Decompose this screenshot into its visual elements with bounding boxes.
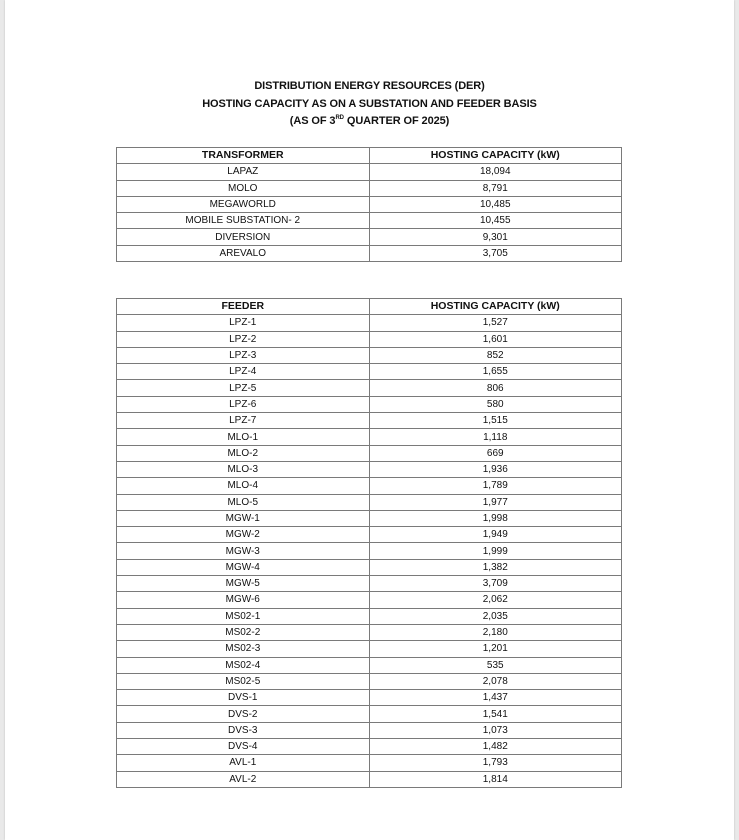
hosting-capacity-cell: 2,078 <box>369 673 622 689</box>
table-row <box>117 706 622 722</box>
hosting-capacity-cell: 1,437 <box>369 690 622 706</box>
hosting-capacity-cell: 1,382 <box>369 559 622 575</box>
column-header-hosting-capacity: HOSTING CAPACITY (kW) <box>369 299 622 315</box>
hosting-capacity-cell: 10,485 <box>369 196 622 212</box>
title-line-2: HOSTING CAPACITY AS ON A SUBSTATION AND FEEDER BASIS <box>202 97 537 110</box>
feeder-name-cell: MGW-5 <box>117 576 370 592</box>
feeder-name-cell: DVS-2 <box>117 706 370 722</box>
table-row <box>117 461 622 477</box>
hosting-capacity-cell: 18,094 <box>369 164 622 180</box>
table-row <box>117 445 622 461</box>
transformer-name-cell: MOLO <box>117 180 370 196</box>
document-title <box>0 78 739 131</box>
feeder-name-cell: MLO-4 <box>117 478 370 494</box>
feeder-name-cell: DVS-3 <box>117 722 370 738</box>
feeder-name-cell: MS02-2 <box>117 624 370 640</box>
table-row <box>117 315 622 331</box>
feeder-name-cell: MGW-3 <box>117 543 370 559</box>
table-row <box>117 380 622 396</box>
hosting-capacity-cell: 852 <box>369 347 622 363</box>
table-row <box>117 673 622 689</box>
table-row <box>117 245 622 261</box>
table-row <box>117 690 622 706</box>
hosting-capacity-cell: 1,977 <box>369 494 622 510</box>
column-header-hosting-capacity: HOSTING CAPACITY (kW) <box>369 148 622 164</box>
feeder-name-cell: LPZ-2 <box>117 331 370 347</box>
hosting-capacity-cell: 1,814 <box>369 771 622 787</box>
table-row <box>117 494 622 510</box>
table-row <box>117 559 622 575</box>
table-row <box>117 196 622 212</box>
hosting-capacity-cell: 3,705 <box>369 245 622 261</box>
table-header-row <box>117 299 622 315</box>
feeder-name-cell: DVS-4 <box>117 739 370 755</box>
feeder-name-cell: LPZ-6 <box>117 396 370 412</box>
hosting-capacity-cell: 1,949 <box>369 527 622 543</box>
table-row <box>117 229 622 245</box>
hosting-capacity-cell: 1,936 <box>369 461 622 477</box>
feeder-name-cell: LPZ-5 <box>117 380 370 396</box>
table-row <box>117 364 622 380</box>
column-header-transformer: TRANSFORMER <box>117 148 370 164</box>
hosting-capacity-cell: 1,793 <box>369 755 622 771</box>
hosting-capacity-cell: 1,201 <box>369 641 622 657</box>
hosting-capacity-cell: 1,527 <box>369 315 622 331</box>
hosting-capacity-cell: 580 <box>369 396 622 412</box>
table-row <box>117 739 622 755</box>
hosting-capacity-cell: 1,789 <box>369 478 622 494</box>
hosting-capacity-cell: 9,301 <box>369 229 622 245</box>
feeder-name-cell: AVL-2 <box>117 771 370 787</box>
feeder-name-cell: MGW-2 <box>117 527 370 543</box>
feeder-name-cell: MGW-4 <box>117 559 370 575</box>
feeder-name-cell: MS02-4 <box>117 657 370 673</box>
hosting-capacity-cell: 1,118 <box>369 429 622 445</box>
table-row <box>117 592 622 608</box>
hosting-capacity-cell: 2,062 <box>369 592 622 608</box>
feeder-name-cell: MLO-1 <box>117 429 370 445</box>
title-line-1: DISTRIBUTION ENERGY RESOURCES (DER) <box>254 80 485 92</box>
hosting-capacity-cell: 1,073 <box>369 722 622 738</box>
title-line-3 <box>0 113 739 131</box>
table-row <box>117 624 622 640</box>
table-row <box>117 347 622 363</box>
feeder-name-cell: AVL-1 <box>117 755 370 771</box>
table-row <box>117 510 622 526</box>
hosting-capacity-cell: 1,482 <box>369 739 622 755</box>
transformer-name-cell: AREVALO <box>117 245 370 261</box>
hosting-capacity-cell: 535 <box>369 657 622 673</box>
hosting-capacity-cell: 1,601 <box>369 331 622 347</box>
table-row <box>117 755 622 771</box>
transformer-table <box>116 147 622 262</box>
table-row <box>117 331 622 347</box>
transformer-name-cell: LAPAZ <box>117 164 370 180</box>
hosting-capacity-cell: 1,541 <box>369 706 622 722</box>
hosting-capacity-cell: 3,709 <box>369 576 622 592</box>
title-line-3-prefix: (AS OF 3 <box>289 115 336 127</box>
feeder-name-cell: LPZ-1 <box>117 315 370 331</box>
hosting-capacity-cell: 806 <box>369 380 622 396</box>
feeder-name-cell: LPZ-4 <box>117 364 370 380</box>
table-header-row <box>117 148 622 164</box>
hosting-capacity-cell: 2,180 <box>369 624 622 640</box>
hosting-capacity-cell: 1,999 <box>369 543 622 559</box>
hosting-capacity-cell: 1,515 <box>369 413 622 429</box>
hosting-capacity-cell: 2,035 <box>369 608 622 624</box>
table-row <box>117 543 622 559</box>
feeder-name-cell: LPZ-7 <box>117 413 370 429</box>
feeder-name-cell: LPZ-3 <box>117 347 370 363</box>
table-row <box>117 213 622 229</box>
column-header-feeder: FEEDER <box>117 299 370 315</box>
table-row <box>117 657 622 673</box>
transformer-name-cell: MEGAWORLD <box>117 196 370 212</box>
feeder-name-cell: MS02-5 <box>117 673 370 689</box>
table-row <box>117 576 622 592</box>
feeder-name-cell: MS02-1 <box>117 608 370 624</box>
title-line-3-suffix: QUARTER OF 2025) <box>343 115 450 127</box>
table-row <box>117 429 622 445</box>
table-row <box>117 413 622 429</box>
feeder-name-cell: MLO-5 <box>117 494 370 510</box>
table-row <box>117 608 622 624</box>
hosting-capacity-cell: 10,455 <box>369 213 622 229</box>
hosting-capacity-cell: 1,655 <box>369 364 622 380</box>
feeder-name-cell: MGW-1 <box>117 510 370 526</box>
table-row <box>117 771 622 787</box>
table-row <box>117 478 622 494</box>
feeder-name-cell: MLO-2 <box>117 445 370 461</box>
feeder-name-cell: MLO-3 <box>117 461 370 477</box>
feeder-name-cell: DVS-1 <box>117 690 370 706</box>
hosting-capacity-cell: 669 <box>369 445 622 461</box>
hosting-capacity-cell: 1,998 <box>369 510 622 526</box>
feeder-table <box>116 298 622 788</box>
hosting-capacity-cell: 8,791 <box>369 180 622 196</box>
transformer-name-cell: MOBILE SUBSTATION- 2 <box>117 213 370 229</box>
transformer-name-cell: DIVERSION <box>117 229 370 245</box>
table-row <box>117 164 622 180</box>
table-row <box>117 396 622 412</box>
feeder-name-cell: MGW-6 <box>117 592 370 608</box>
table-row <box>117 641 622 657</box>
table-row <box>117 722 622 738</box>
table-row <box>117 180 622 196</box>
table-row <box>117 527 622 543</box>
title-superscript: RD <box>335 115 344 121</box>
feeder-name-cell: MS02-3 <box>117 641 370 657</box>
